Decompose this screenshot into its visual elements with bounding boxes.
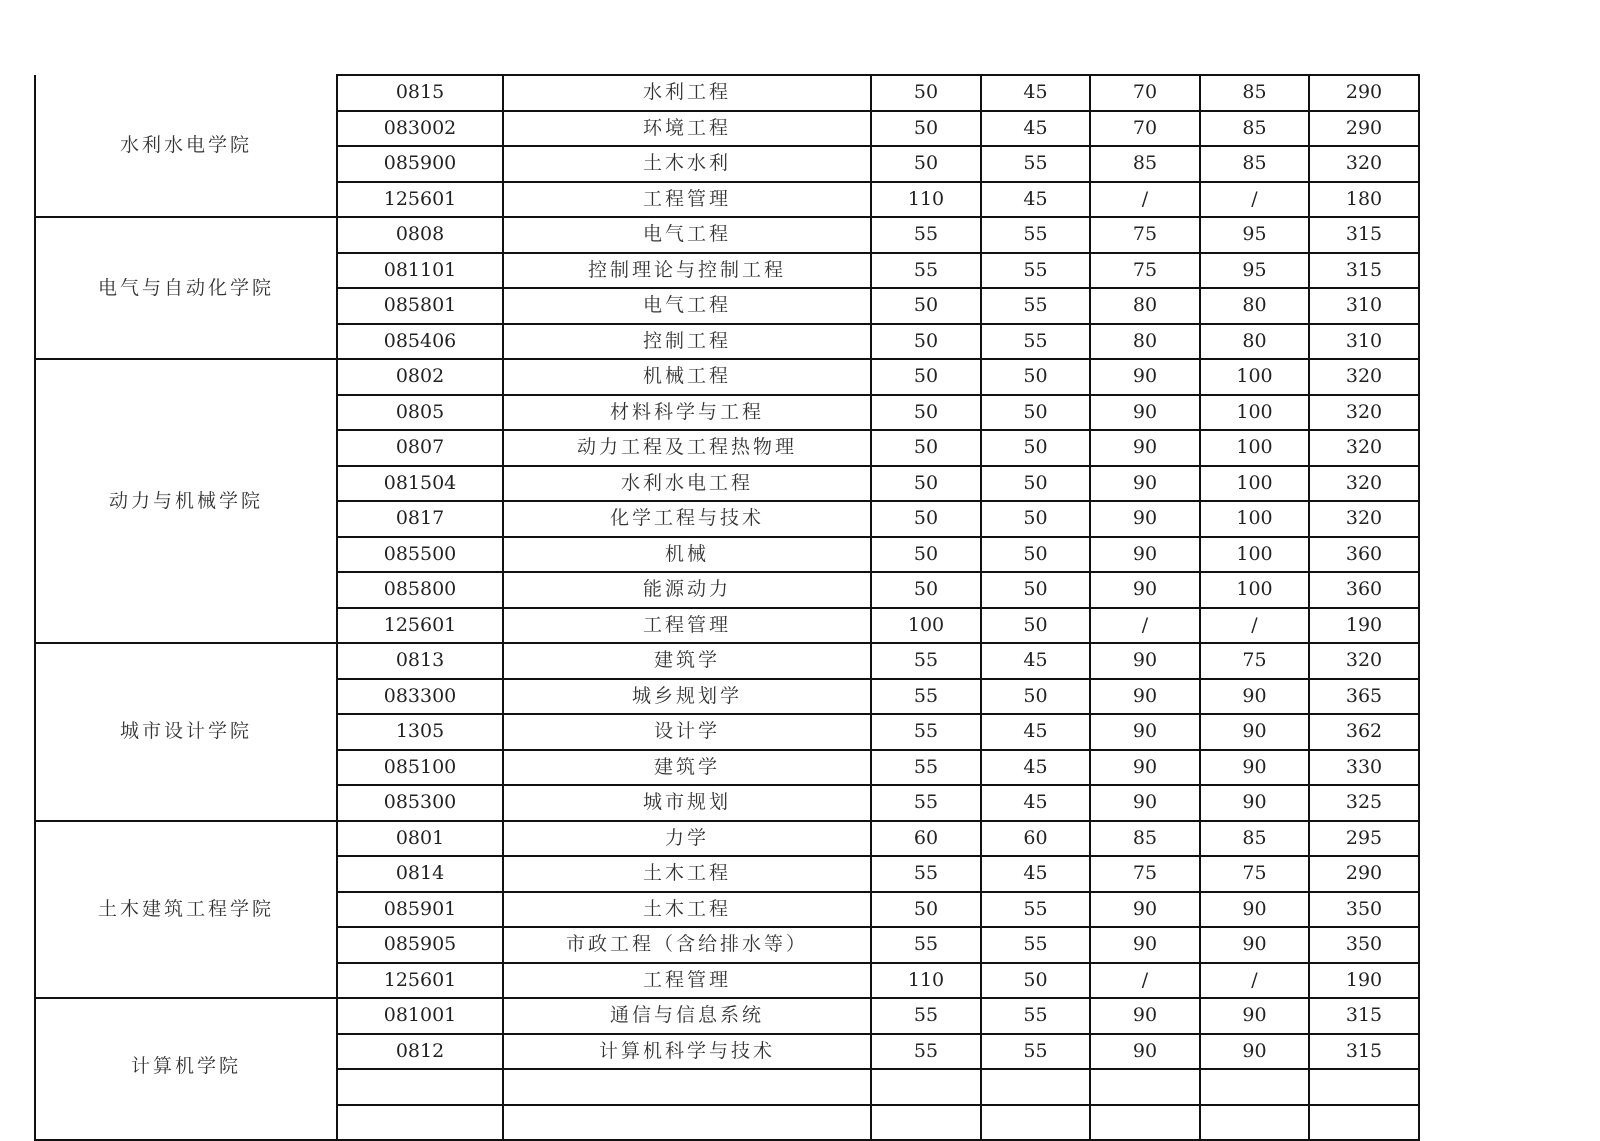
- major-name-cell: 土木工程: [503, 856, 871, 892]
- major-code-cell: 0805: [337, 395, 503, 431]
- score-politics-cell: 110: [871, 182, 981, 218]
- score-subject-one-cell: 90: [1090, 892, 1200, 928]
- score-foreign-language-cell: 55: [981, 288, 1090, 324]
- major-name-cell: 城乡规划学: [503, 679, 871, 715]
- major-name-cell: 控制工程: [503, 324, 871, 360]
- major-name-cell: 设计学: [503, 714, 871, 750]
- major-code-cell: 0817: [337, 501, 503, 537]
- score-foreign-language-cell: 50: [981, 679, 1090, 715]
- table-row: [35, 75, 1419, 111]
- empty-cell: [337, 1105, 503, 1141]
- major-name-cell: 力学: [503, 821, 871, 857]
- score-subject-one-cell: 75: [1090, 253, 1200, 289]
- score-subject-two-cell: 100: [1200, 466, 1309, 502]
- major-code-cell: 085901: [337, 892, 503, 928]
- score-subject-one-cell: 85: [1090, 146, 1200, 182]
- score-total-cell: 315: [1309, 217, 1419, 253]
- major-name-cell: 工程管理: [503, 963, 871, 999]
- major-code-cell: 125601: [337, 963, 503, 999]
- score-politics-cell: 55: [871, 253, 981, 289]
- score-foreign-language-cell: 45: [981, 75, 1090, 111]
- score-politics-cell: 50: [871, 572, 981, 608]
- score-politics-cell: 50: [871, 359, 981, 395]
- score-foreign-language-cell: 45: [981, 643, 1090, 679]
- score-politics-cell: 50: [871, 537, 981, 573]
- score-subject-one-cell: /: [1090, 608, 1200, 644]
- score-politics-cell: 50: [871, 430, 981, 466]
- score-subject-two-cell: 80: [1200, 288, 1309, 324]
- score-foreign-language-cell: 45: [981, 714, 1090, 750]
- score-total-cell: 320: [1309, 146, 1419, 182]
- score-subject-one-cell: 90: [1090, 359, 1200, 395]
- empty-cell: [337, 1069, 503, 1105]
- major-name-cell: 工程管理: [503, 182, 871, 218]
- major-name-cell: 城市规划: [503, 785, 871, 821]
- score-politics-cell: 55: [871, 1034, 981, 1070]
- table-row: [35, 821, 1419, 857]
- score-subject-two-cell: 95: [1200, 217, 1309, 253]
- major-code-cell: 125601: [337, 608, 503, 644]
- major-code-cell: 085100: [337, 750, 503, 786]
- score-foreign-language-cell: 55: [981, 998, 1090, 1034]
- score-subject-two-cell: 90: [1200, 750, 1309, 786]
- major-name-cell: 材料科学与工程: [503, 395, 871, 431]
- major-name-cell: 电气工程: [503, 288, 871, 324]
- score-politics-cell: 50: [871, 892, 981, 928]
- score-foreign-language-cell: 45: [981, 856, 1090, 892]
- major-code-cell: 0801: [337, 821, 503, 857]
- major-name-cell: 计算机科学与技术: [503, 1034, 871, 1070]
- score-politics-cell: 55: [871, 750, 981, 786]
- empty-cell: [1309, 1105, 1419, 1141]
- score-subject-two-cell: 90: [1200, 679, 1309, 715]
- score-subject-one-cell: 90: [1090, 466, 1200, 502]
- score-subject-one-cell: 90: [1090, 395, 1200, 431]
- score-total-cell: 295: [1309, 821, 1419, 857]
- score-total-cell: 320: [1309, 395, 1419, 431]
- score-subject-two-cell: 85: [1200, 111, 1309, 147]
- college-name-cell: 土木建筑工程学院: [35, 821, 337, 999]
- score-subject-two-cell: /: [1200, 608, 1309, 644]
- college-name-cell: 计算机学院: [35, 998, 337, 1140]
- score-subject-two-cell: 90: [1200, 927, 1309, 963]
- score-subject-two-cell: 90: [1200, 785, 1309, 821]
- score-politics-cell: 55: [871, 217, 981, 253]
- empty-cell: [1090, 1069, 1200, 1105]
- score-subject-two-cell: /: [1200, 963, 1309, 999]
- score-foreign-language-cell: 45: [981, 785, 1090, 821]
- score-foreign-language-cell: 50: [981, 963, 1090, 999]
- score-subject-two-cell: 75: [1200, 643, 1309, 679]
- score-politics-cell: 55: [871, 714, 981, 750]
- major-code-cell: 085900: [337, 146, 503, 182]
- major-name-cell: 能源动力: [503, 572, 871, 608]
- score-foreign-language-cell: 50: [981, 501, 1090, 537]
- score-politics-cell: 50: [871, 395, 981, 431]
- score-subject-one-cell: 80: [1090, 324, 1200, 360]
- score-subject-one-cell: 90: [1090, 927, 1200, 963]
- score-total-cell: 330: [1309, 750, 1419, 786]
- empty-cell: [981, 1105, 1090, 1141]
- score-subject-one-cell: 90: [1090, 501, 1200, 537]
- major-code-cell: 085800: [337, 572, 503, 608]
- score-politics-cell: 55: [871, 998, 981, 1034]
- table-row: [35, 359, 1419, 395]
- major-name-cell: 环境工程: [503, 111, 871, 147]
- score-politics-cell: 55: [871, 679, 981, 715]
- score-subject-two-cell: 100: [1200, 572, 1309, 608]
- score-subject-one-cell: 90: [1090, 1034, 1200, 1070]
- score-subject-one-cell: 90: [1090, 430, 1200, 466]
- score-total-cell: 320: [1309, 501, 1419, 537]
- score-total-cell: 190: [1309, 608, 1419, 644]
- score-politics-cell: 50: [871, 324, 981, 360]
- score-subject-two-cell: 95: [1200, 253, 1309, 289]
- score-foreign-language-cell: 50: [981, 430, 1090, 466]
- major-code-cell: 0814: [337, 856, 503, 892]
- score-politics-cell: 50: [871, 466, 981, 502]
- score-foreign-language-cell: 55: [981, 253, 1090, 289]
- empty-cell: [1200, 1069, 1309, 1105]
- score-subject-one-cell: 75: [1090, 856, 1200, 892]
- score-total-cell: 325: [1309, 785, 1419, 821]
- major-code-cell: 0812: [337, 1034, 503, 1070]
- score-total-cell: 320: [1309, 359, 1419, 395]
- college-name-cell: 电气与自动化学院: [35, 217, 337, 359]
- score-politics-cell: 100: [871, 608, 981, 644]
- college-name-cell: 水利水电学院: [35, 75, 337, 217]
- major-code-cell: 083300: [337, 679, 503, 715]
- score-foreign-language-cell: 45: [981, 182, 1090, 218]
- major-name-cell: 水利工程: [503, 75, 871, 111]
- major-name-cell: 通信与信息系统: [503, 998, 871, 1034]
- empty-cell: [871, 1105, 981, 1141]
- major-name-cell: 控制理论与控制工程: [503, 253, 871, 289]
- score-subject-one-cell: 90: [1090, 714, 1200, 750]
- score-total-cell: 315: [1309, 1034, 1419, 1070]
- major-name-cell: 机械工程: [503, 359, 871, 395]
- major-name-cell: 动力工程及工程热物理: [503, 430, 871, 466]
- empty-cell: [503, 1069, 871, 1105]
- major-name-cell: 土木工程: [503, 892, 871, 928]
- score-subject-one-cell: 90: [1090, 643, 1200, 679]
- score-politics-cell: 55: [871, 927, 981, 963]
- score-subject-two-cell: /: [1200, 182, 1309, 218]
- major-name-cell: 电气工程: [503, 217, 871, 253]
- score-foreign-language-cell: 55: [981, 892, 1090, 928]
- score-total-cell: 360: [1309, 572, 1419, 608]
- score-subject-two-cell: 90: [1200, 892, 1309, 928]
- score-total-cell: 350: [1309, 892, 1419, 928]
- major-code-cell: 081504: [337, 466, 503, 502]
- score-subject-one-cell: 90: [1090, 537, 1200, 573]
- table-row: [35, 217, 1419, 253]
- major-code-cell: 085300: [337, 785, 503, 821]
- score-total-cell: 190: [1309, 963, 1419, 999]
- score-foreign-language-cell: 45: [981, 111, 1090, 147]
- score-foreign-language-cell: 60: [981, 821, 1090, 857]
- major-name-cell: 土木水利: [503, 146, 871, 182]
- score-table: [34, 74, 1420, 1141]
- score-politics-cell: 60: [871, 821, 981, 857]
- major-code-cell: 085500: [337, 537, 503, 573]
- score-politics-cell: 55: [871, 785, 981, 821]
- score-total-cell: 310: [1309, 324, 1419, 360]
- score-total-cell: 290: [1309, 111, 1419, 147]
- score-subject-one-cell: /: [1090, 963, 1200, 999]
- score-subject-one-cell: 80: [1090, 288, 1200, 324]
- score-total-cell: 290: [1309, 856, 1419, 892]
- score-total-cell: 320: [1309, 643, 1419, 679]
- score-foreign-language-cell: 45: [981, 750, 1090, 786]
- score-table-body: [35, 75, 1419, 1140]
- score-foreign-language-cell: 55: [981, 927, 1090, 963]
- score-foreign-language-cell: 50: [981, 466, 1090, 502]
- score-subject-two-cell: 90: [1200, 714, 1309, 750]
- major-code-cell: 0813: [337, 643, 503, 679]
- score-total-cell: 360: [1309, 537, 1419, 573]
- score-subject-one-cell: 70: [1090, 111, 1200, 147]
- table-row: [35, 643, 1419, 679]
- empty-cell: [1090, 1105, 1200, 1141]
- score-total-cell: 350: [1309, 927, 1419, 963]
- major-name-cell: 建筑学: [503, 643, 871, 679]
- score-subject-one-cell: 75: [1090, 217, 1200, 253]
- major-code-cell: 085801: [337, 288, 503, 324]
- score-subject-two-cell: 85: [1200, 146, 1309, 182]
- major-name-cell: 机械: [503, 537, 871, 573]
- score-foreign-language-cell: 55: [981, 1034, 1090, 1070]
- table-viewport: [0, 74, 1600, 1077]
- score-subject-one-cell: 85: [1090, 821, 1200, 857]
- major-name-cell: 化学工程与技术: [503, 501, 871, 537]
- score-foreign-language-cell: 50: [981, 608, 1090, 644]
- score-subject-two-cell: 100: [1200, 359, 1309, 395]
- score-subject-one-cell: 90: [1090, 785, 1200, 821]
- score-politics-cell: 50: [871, 111, 981, 147]
- score-total-cell: 365: [1309, 679, 1419, 715]
- score-politics-cell: 110: [871, 963, 981, 999]
- score-subject-one-cell: 90: [1090, 750, 1200, 786]
- empty-cell: [871, 1069, 981, 1105]
- major-code-cell: 0807: [337, 430, 503, 466]
- empty-cell: [1309, 1069, 1419, 1105]
- major-name-cell: 建筑学: [503, 750, 871, 786]
- score-subject-two-cell: 75: [1200, 856, 1309, 892]
- empty-cell: [503, 1105, 871, 1141]
- score-politics-cell: 50: [871, 288, 981, 324]
- major-code-cell: 1305: [337, 714, 503, 750]
- major-code-cell: 081001: [337, 998, 503, 1034]
- major-code-cell: 0802: [337, 359, 503, 395]
- score-subject-one-cell: 90: [1090, 572, 1200, 608]
- major-name-cell: 工程管理: [503, 608, 871, 644]
- score-subject-two-cell: 80: [1200, 324, 1309, 360]
- score-foreign-language-cell: 50: [981, 359, 1090, 395]
- score-subject-two-cell: 85: [1200, 821, 1309, 857]
- major-code-cell: 125601: [337, 182, 503, 218]
- score-politics-cell: 55: [871, 856, 981, 892]
- score-subject-one-cell: /: [1090, 182, 1200, 218]
- score-politics-cell: 50: [871, 75, 981, 111]
- score-total-cell: 320: [1309, 466, 1419, 502]
- score-foreign-language-cell: 50: [981, 572, 1090, 608]
- table-row: [35, 998, 1419, 1034]
- score-subject-one-cell: 90: [1090, 679, 1200, 715]
- major-code-cell: 085406: [337, 324, 503, 360]
- score-total-cell: 315: [1309, 998, 1419, 1034]
- score-subject-one-cell: 90: [1090, 998, 1200, 1034]
- major-code-cell: 081101: [337, 253, 503, 289]
- college-name-cell: 城市设计学院: [35, 643, 337, 821]
- score-subject-two-cell: 100: [1200, 537, 1309, 573]
- major-code-cell: 083002: [337, 111, 503, 147]
- score-foreign-language-cell: 50: [981, 537, 1090, 573]
- major-name-cell: 市政工程（含给排水等）: [503, 927, 871, 963]
- major-code-cell: 0815: [337, 75, 503, 111]
- major-name-cell: 水利水电工程: [503, 466, 871, 502]
- score-subject-two-cell: 100: [1200, 430, 1309, 466]
- score-total-cell: 320: [1309, 430, 1419, 466]
- score-foreign-language-cell: 55: [981, 217, 1090, 253]
- college-name-cell: 动力与机械学院: [35, 359, 337, 643]
- score-subject-one-cell: 70: [1090, 75, 1200, 111]
- score-total-cell: 315: [1309, 253, 1419, 289]
- major-code-cell: 085905: [337, 927, 503, 963]
- score-total-cell: 290: [1309, 75, 1419, 111]
- score-total-cell: 310: [1309, 288, 1419, 324]
- score-foreign-language-cell: 55: [981, 146, 1090, 182]
- score-foreign-language-cell: 50: [981, 395, 1090, 431]
- score-subject-two-cell: 100: [1200, 395, 1309, 431]
- major-code-cell: 0808: [337, 217, 503, 253]
- score-subject-two-cell: 100: [1200, 501, 1309, 537]
- score-politics-cell: 50: [871, 501, 981, 537]
- score-total-cell: 180: [1309, 182, 1419, 218]
- score-subject-two-cell: 85: [1200, 75, 1309, 111]
- score-politics-cell: 55: [871, 643, 981, 679]
- score-total-cell: 362: [1309, 714, 1419, 750]
- score-foreign-language-cell: 55: [981, 324, 1090, 360]
- empty-cell: [981, 1069, 1090, 1105]
- score-subject-two-cell: 90: [1200, 1034, 1309, 1070]
- score-politics-cell: 50: [871, 146, 981, 182]
- score-subject-two-cell: 90: [1200, 998, 1309, 1034]
- empty-cell: [1200, 1105, 1309, 1141]
